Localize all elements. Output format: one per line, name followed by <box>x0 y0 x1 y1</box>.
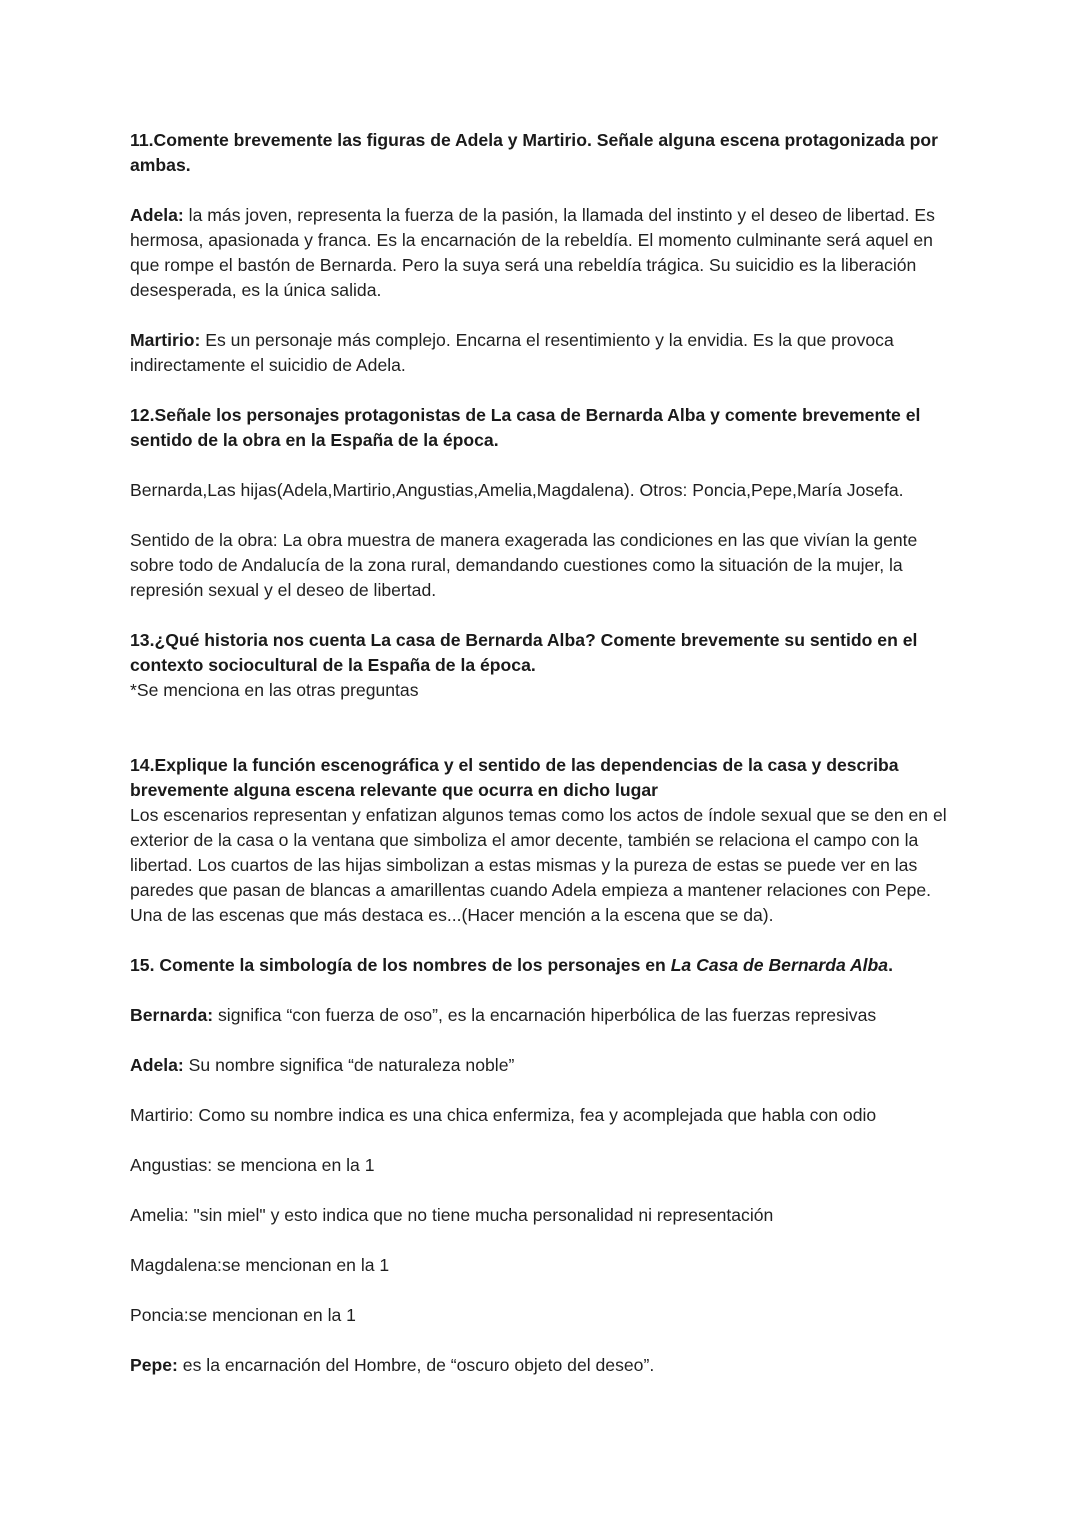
question-13-title: 13.¿Qué historia nos cuenta La casa de Bernarda Alba? Comente brevemente su sentido en el contexto sociocultural de la España de la época. <box>130 630 918 675</box>
adela-meaning: Su nombre significa “de naturaleza noble” <box>183 1055 515 1075</box>
question-15-title <box>130 953 950 978</box>
question-11-title: 11.Comente brevemente las figuras de Adela y Martirio. Señale alguna escena protagonizada por ambas. <box>130 130 938 175</box>
q15-title-prefix: 15. Comente la simbología de los nombres de los personajes en <box>130 955 671 975</box>
q15-title-suffix: . <box>888 955 893 975</box>
martirio-description: Es un personaje más complejo. Encarna el resentimiento y la envidia. Es la que provoca indirectamente el suicidio de Adela. <box>130 330 894 375</box>
bernarda-meaning: significa “con fuerza de oso”, es la encarnación hiperbólica de las fuerzas represivas <box>213 1005 877 1025</box>
q15-title-italic: La Casa de Bernarda Alba <box>670 955 889 975</box>
q11-adela-paragraph <box>130 203 950 303</box>
adela-label: Adela: <box>130 205 184 225</box>
q12-characters: Bernarda,Las hijas(Adela,Martirio,Angustias,Amelia,Magdalena). Otros: Poncia,Pepe,María Josefa. <box>130 480 904 500</box>
q15-poncia: Poncia:se mencionan en la 1 <box>130 1305 356 1325</box>
q12-sense: Sentido de la obra: La obra muestra de manera exagerada las condiciones en las que vivían la gente sobre todo de Andalucía de la zona rural, demandando cuestiones como la situación de la mujer, la represión sexual y el deseo de libertad. <box>130 530 918 600</box>
bernarda-label: Bernarda: <box>130 1005 214 1025</box>
pepe-meaning: es la encarnación del Hombre, de “oscuro objeto del deseo”. <box>177 1355 655 1375</box>
q15-martirio: Martirio: Como su nombre indica es una chica enfermiza, fea y acomplejada que habla con odio <box>130 1105 877 1125</box>
adela-name-label: Adela: <box>130 1055 184 1075</box>
q15-angustias: Angustias: se menciona en la 1 <box>130 1155 375 1175</box>
q13-note: *Se menciona en las otras preguntas <box>130 680 419 700</box>
martirio-label: Martirio: <box>130 330 201 350</box>
q11-martirio-paragraph <box>130 328 950 378</box>
adela-description: la más joven, representa la fuerza de la pasión, la llamada del instinto y el deseo de libertad. Es hermosa, apasionada y franca. Es la encarnación de la rebeldía. El momento culminante será aquel en que rompe el bastón de Bernarda. Pero la suya será una rebeldía trágica. Su suicidio es la liberación desesperada, es la única salida. <box>130 205 935 300</box>
q14-answer: Los escenarios representan y enfatizan algunos temas como los actos de índole sexual que se den en el exterior de la casa o la ventana que simboliza el amor decente, también se relaciona el campo con la libertad. Los cuartos de las hijas simbolizan a estas mismas y la pureza de estas se puede ver en las paredes que pasan de blancas a amarillentas cuando Adela empieza a mantener relaciones con Pepe. Una de las escenas que más destaca es...(Hacer mención a la escena que se da). <box>130 805 947 925</box>
question-14-title: 14.Explique la función escenográfica y el sentido de las dependencias de la casa y describa brevemente alguna escena relevante que ocurra en dicho lugar <box>130 755 899 800</box>
q15-amelia: Amelia: "sin miel" y esto indica que no tiene mucha personalidad ni representación <box>130 1205 774 1225</box>
pepe-label: Pepe: <box>130 1355 178 1375</box>
q15-magdalena: Magdalena:se mencionan en la 1 <box>130 1255 390 1275</box>
q15-bernarda <box>130 1003 950 1028</box>
q15-adela <box>130 1053 950 1078</box>
q15-pepe <box>130 1353 950 1378</box>
question-12-title: 12.Señale los personajes protagonistas de La casa de Bernarda Alba y comente brevemente el sentido de la obra en la España de la época. <box>130 405 921 450</box>
